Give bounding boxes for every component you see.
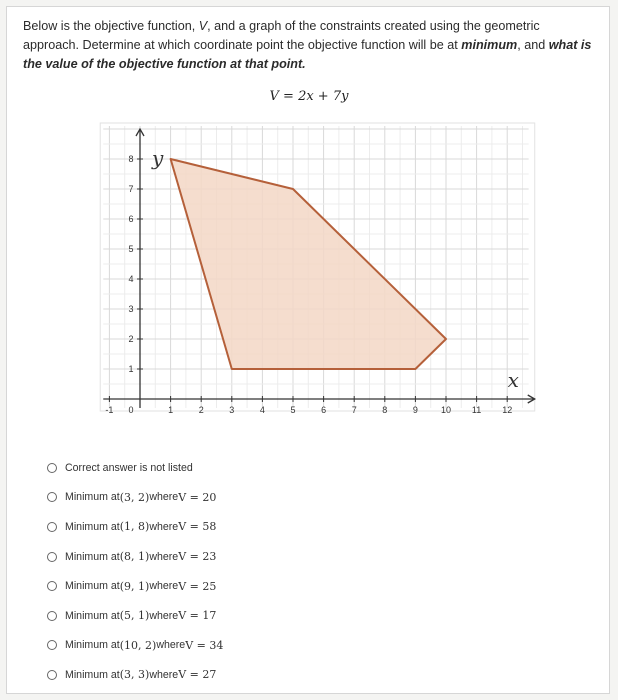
option-point: (1, 8)	[119, 520, 150, 534]
y-tick-label: 6	[128, 214, 134, 224]
answer-option[interactable]	[47, 631, 567, 661]
x-tick-label: 4	[259, 405, 265, 415]
option-label: where	[149, 668, 179, 681]
x-tick-label: 1	[168, 405, 174, 415]
radio-button[interactable]	[47, 670, 57, 680]
radio-button[interactable]	[47, 581, 57, 591]
x-tick-label: 5	[290, 405, 296, 415]
option-point: (5, 1)	[119, 609, 150, 623]
x-tick-label: -1	[105, 405, 114, 415]
question-part: , and a graph of the constraints created using the geometric approach. Determine at which coordinate point the objective function will be at	[23, 19, 540, 52]
option-label: where	[149, 550, 179, 563]
question-part: Below is the objective function,	[23, 19, 199, 33]
option-label: where	[149, 520, 179, 533]
option-label: Minimum at	[65, 609, 120, 622]
answer-option[interactable]	[47, 601, 567, 631]
x-tick-label: 12	[502, 405, 513, 415]
x-tick-label: 8	[382, 405, 388, 415]
option-value: V = 17	[178, 609, 217, 623]
answer-options	[47, 453, 567, 690]
option-label: Minimum at	[65, 550, 120, 563]
answer-option[interactable]	[47, 660, 567, 690]
option-label: Minimum at	[65, 580, 120, 593]
option-point: (10, 2)	[119, 638, 157, 652]
question-variable: V	[198, 19, 208, 33]
x-axis-label: x	[507, 368, 519, 392]
y-tick-label: 1	[128, 364, 134, 374]
radio-button[interactable]	[47, 522, 57, 532]
option-label: where	[149, 491, 179, 504]
question-part: , and	[517, 38, 549, 52]
x-tick-label: 6	[321, 405, 327, 415]
x-tick-label: 10	[440, 405, 452, 415]
option-label: Correct answer is not listed	[65, 461, 193, 474]
question-card	[6, 6, 610, 694]
option-point: (3, 3)	[119, 668, 150, 682]
y-tick-label: 5	[128, 244, 134, 254]
y-tick-label: 2	[128, 334, 134, 344]
objective-function: V = 2x + 7y	[269, 89, 349, 104]
option-point: (3, 2)	[119, 490, 150, 504]
option-value: V = 58	[178, 520, 217, 534]
option-value: V = 27	[178, 668, 217, 682]
answer-option[interactable]	[47, 542, 567, 572]
option-point: (8, 1)	[119, 550, 150, 564]
y-tick-label: 4	[128, 274, 134, 284]
y-tick-label: 7	[128, 184, 134, 194]
radio-button[interactable]	[47, 463, 57, 473]
answer-option[interactable]	[47, 512, 567, 542]
x-tick-label: 3	[229, 405, 235, 415]
question-emphasis: what is the value of the objective function at that point.	[23, 38, 592, 71]
radio-button[interactable]	[47, 611, 57, 621]
x-tick-label: 0	[128, 405, 134, 415]
option-label: Minimum at	[65, 520, 120, 533]
x-tick-label: 7	[351, 405, 357, 415]
radio-button[interactable]	[47, 552, 57, 562]
option-label: where	[149, 580, 179, 593]
option-label: where	[156, 639, 186, 652]
option-label: Minimum at	[65, 639, 120, 652]
radio-button[interactable]	[47, 640, 57, 650]
y-axis-label: y	[152, 146, 164, 170]
radio-button[interactable]	[47, 492, 57, 502]
option-value: V = 20	[178, 490, 217, 504]
constraint-graph	[7, 7, 611, 427]
option-label: Minimum at	[65, 491, 120, 504]
x-tick-label: 11	[471, 405, 482, 415]
y-tick-label: 3	[128, 304, 134, 314]
option-point: (9, 1)	[119, 579, 150, 593]
option-value: V = 34	[185, 638, 224, 652]
option-value: V = 23	[178, 550, 217, 564]
x-tick-label: 9	[412, 405, 418, 415]
option-value: V = 25	[178, 579, 217, 593]
option-label: where	[149, 609, 179, 622]
y-tick-label: 8	[128, 154, 134, 164]
answer-option[interactable]	[47, 453, 567, 483]
answer-option[interactable]	[47, 483, 567, 513]
option-label: Minimum at	[65, 668, 120, 681]
answer-option[interactable]	[47, 571, 567, 601]
x-tick-label: 2	[198, 405, 204, 415]
question-emphasis: minimum	[461, 38, 518, 52]
